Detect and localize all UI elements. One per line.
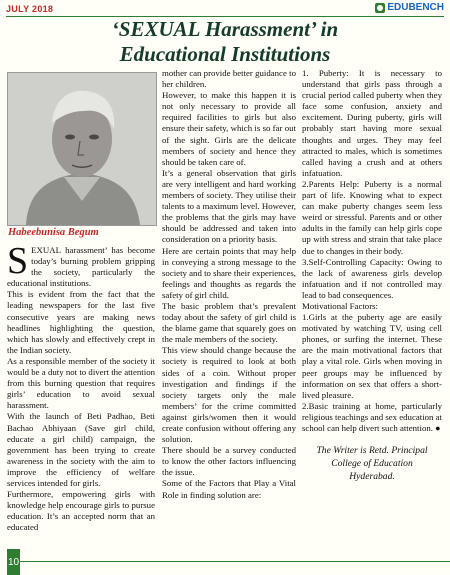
author-name: Habeebunisa Begum bbox=[8, 227, 99, 238]
paragraph: 1.Girls at the puberty age are easily motivated by watching TV, using cell phones, or surfing the internet. These are the main motivational factors that play a vital role. Girls when moving in peer groups may be influenced by information on sex that offers a short-lived pleasure. bbox=[302, 312, 442, 400]
paragraph: This view should change because the society is required to look at both sides of a coin. Without proper investigation and findings if the society targets only the male members’ for the crime committed against girls/women then it would create confusion without offering any solution. bbox=[162, 345, 296, 445]
paragraph: It’s a general observation that girls are very intelligent and hard working members of society. They utilise their talents to a maximum level. However, the problems that the girls may have should be addressed and taken into consideration on a priority basis. bbox=[162, 167, 296, 245]
paragraph: mother can provide better guidance to her children. bbox=[162, 68, 296, 90]
paragraph: As a responsible member of the society it would be a duty not to divert the attention from this burning question that requires girls’ education to avoid sexual harassment. bbox=[7, 355, 155, 411]
paragraph: 1. Puberty: It is necessary to understand that girls pass through a crucial period called puberty when they face some confusion, anxiety and excitement. During puberty, girls will probably start having more sexual thoughts and urges. They may feel attracted to males, which is sometimes called having a crush and at others infatuation. bbox=[302, 68, 442, 178]
paragraph: SEXUAL harassment’ has become today’s burning problem gripping the society, particularly the educational institutions. bbox=[7, 240, 155, 289]
brand-name: EDUBENCH bbox=[387, 2, 444, 13]
author-signoff bbox=[302, 444, 442, 483]
paragraph: Some of the Factors that Play a Vital Role in finding solution are: bbox=[162, 478, 296, 500]
brand-logo[interactable] bbox=[375, 2, 444, 13]
article-title bbox=[0, 17, 450, 67]
article-column-1 bbox=[7, 240, 155, 533]
paragraph: 2.Basic training at home, particularly religious teachings and sex education at school can help divert such attention. ● bbox=[302, 400, 442, 433]
signoff-line: Hyderabad. bbox=[349, 471, 395, 483]
signoff-line: The Writer is Retd. Principal bbox=[316, 445, 428, 457]
title-line-1: ‘SEXUAL Harassment’ in bbox=[111, 17, 339, 41]
paragraph: 2.Parents Help: Puberty is a normal part of life. Knowing what to expect can make puberty changes seem less weird or stressful. Parents and or other adults in the family can help girls cope up with stress and strain that take place due to changes in their body. bbox=[302, 178, 442, 256]
page-number: 10 bbox=[7, 549, 20, 575]
signoff-line: College of Education bbox=[331, 458, 413, 470]
paragraph: There should be a survey conducted to know the other factors influencing the issue. bbox=[162, 445, 296, 478]
paragraph: With the launch of Beti Padhao, Beti Bachao Abhiyaan (Save girl child, educate a girl child) campaign, the government has been trying to create awareness in the society with the aim to improve the efficiency of welfare services intended for girls. bbox=[7, 411, 155, 488]
paragraph: 3.Self-Controlling Capacity: Owing to the lack of awareness girls develop infatuation and if not controlled may lead to bad consequences. bbox=[302, 256, 442, 300]
author-portrait-icon bbox=[8, 73, 156, 225]
edubench-logo-icon bbox=[375, 3, 385, 13]
issue-date: JULY 2018 bbox=[6, 4, 54, 14]
drop-cap: S bbox=[7, 240, 29, 282]
article-column-2 bbox=[162, 68, 296, 501]
paragraph: Furthermore, empowering girls with knowledge help encourage girls to pursue education. It’s an accepted norm that an educated bbox=[7, 489, 155, 533]
paragraph: This is evident from the fact that the leading newspapers for the last five consecutive years are making news headlines highlighting the question, which has slowly and effectively crept in the Indian society. bbox=[7, 289, 155, 355]
paragraph: Here are certain points that may help in conveying a strong message to the society and to share their experiences, feelings and thoughts as regards the safety of girl child. bbox=[162, 245, 296, 300]
paragraph: The basic problem that’s prevalent today about the safety of girl child is the blame game that squarely goes on the male members of the society. bbox=[162, 300, 296, 345]
paragraph: However, to make this happen it is not only necessary to provide all required facilities to girls but also ensure their safety, which is so far out of the sight. Girls are the delicate members of society and hence they should be taken care of. bbox=[162, 90, 296, 167]
author-photo bbox=[7, 72, 157, 226]
article-column-3 bbox=[302, 68, 442, 483]
section-heading: Motivational Factors: bbox=[302, 300, 378, 311]
footer-rule bbox=[20, 561, 450, 562]
title-line-2: Educational Institutions bbox=[119, 42, 331, 66]
